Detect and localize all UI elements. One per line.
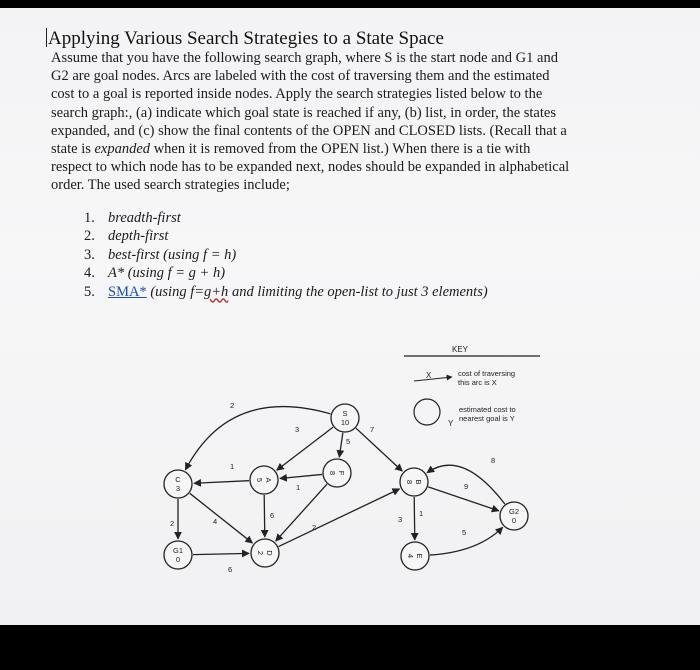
strategy-number: 3. — [84, 246, 95, 263]
node-heuristic: 5 — [255, 477, 264, 483]
edge-f-a — [280, 474, 322, 478]
edge-cost-label: 9 — [464, 482, 469, 491]
edge-g1-d — [193, 553, 249, 554]
node-name: F — [337, 470, 346, 476]
paragraph-line: state is expanded when it is removed from the OPEN list.) When there is a tie with — [51, 141, 531, 158]
node-heuristic: 8 — [405, 479, 414, 485]
node-name: B — [414, 479, 423, 485]
node-name: D — [265, 550, 274, 556]
key-node-circle — [414, 399, 440, 425]
paragraph-line: Assume that you have the following search graph, where S is the start node and G1 and — [51, 50, 558, 66]
node-name: S — [342, 409, 348, 418]
strategy-number: 2. — [84, 228, 95, 245]
edge-cost-label: 2 — [170, 519, 175, 528]
edge-cost-label: 1 — [230, 462, 235, 471]
paragraph-line: respect to which node has to be expanded next, nodes should be expanded in alphabetical — [51, 159, 570, 176]
node-a — [250, 466, 278, 494]
paragraph-line: G2 are goal nodes. Arcs are labeled with the cost of traversing them and the estimated — [51, 68, 550, 85]
key-title: KEY — [452, 345, 469, 354]
edge-cost-label: 4 — [213, 517, 218, 526]
key-arc-description: this arc is X — [458, 378, 497, 387]
strategy-number: 4. — [84, 265, 95, 282]
edge-b-e — [414, 497, 415, 540]
sma-link[interactable]: SMA* — [108, 283, 147, 300]
edge-cost-label: 5 — [462, 528, 467, 537]
strategy-number: 1. — [84, 210, 95, 226]
edge-cost-label: 2 — [312, 523, 317, 532]
edge-e-g2 — [430, 527, 503, 555]
node-g2 — [500, 502, 528, 530]
key-arc-symbol: X — [426, 371, 432, 380]
paragraph-line: order. The used search strategies include; — [51, 177, 290, 194]
node-name: G1 — [172, 546, 184, 555]
node-c — [164, 470, 192, 498]
node-name: A — [264, 477, 273, 483]
edge-cost-label: 6 — [270, 511, 275, 520]
edge-cost-label: 1 — [296, 483, 301, 492]
node-heuristic: 0 — [511, 516, 517, 525]
diagram-key — [404, 345, 540, 428]
edge-s-a — [277, 427, 333, 470]
node-s — [331, 404, 359, 432]
strategy-number: 5. — [84, 283, 95, 300]
node-d — [251, 539, 279, 567]
graph-nodes — [164, 404, 528, 570]
edge-c-d — [190, 493, 253, 543]
node-heuristic: 0 — [175, 555, 181, 564]
key-node-description: nearest goal is Y — [459, 414, 515, 423]
node-name: G2 — [508, 507, 520, 516]
edge-f-d — [276, 484, 327, 541]
title-text: Applying Various Search Strategies to a State Space — [48, 28, 444, 49]
edge-cost-label: 5 — [346, 437, 351, 446]
paragraph-line: expanded, and (c) show the final contents of the OPEN and CLOSED lists. (Recall that a — [51, 122, 567, 139]
node-heuristic: 8 — [328, 470, 337, 476]
node-heuristic: 3 — [175, 484, 181, 493]
strategy-text: depth-first — [108, 228, 169, 245]
edge-cost-label: 3 — [398, 515, 403, 524]
edge-s-b — [356, 428, 402, 471]
strategy-text: best-first (using f = h) — [108, 246, 237, 263]
paragraph-line: cost to a goal is reported inside nodes. Apply the search strategies listed below to the — [51, 86, 543, 103]
node-name: E — [415, 553, 424, 559]
strategy-text: A* (using — [108, 265, 168, 282]
node-heuristic: 10 — [340, 418, 350, 427]
edge-cost-label: 6 — [228, 565, 233, 574]
key-arc-arrow — [414, 377, 452, 381]
strategy-text: and limiting the open-list to just 3 elements) — [228, 283, 488, 300]
key-node-symbol: Y — [448, 419, 454, 428]
edge-cost-label: 7 — [370, 425, 375, 434]
node-e — [401, 542, 429, 570]
edge-s-c — [185, 407, 330, 470]
key-arc-description: cost of traversing — [458, 369, 516, 378]
paragraph-line: search graph:, (a) indicate which goal state is reached if any, (b) list, in order, the states — [51, 104, 556, 121]
node-heuristic: 4 — [406, 553, 415, 559]
edge-cost-label: 3 — [295, 425, 300, 434]
node-g1 — [164, 541, 192, 569]
node-name: C — [175, 475, 181, 484]
key-node-description: estimated cost to — [459, 405, 516, 414]
strategy-formula: f = g + h) — [167, 265, 226, 282]
strategy-text: breadth-first — [108, 210, 181, 226]
emphasized-word: expanded — [94, 141, 151, 158]
node-heuristic: 2 — [256, 550, 265, 556]
edge-a-d — [264, 495, 265, 537]
edge-cost-label: 8 — [491, 456, 496, 465]
edge-a-c — [194, 481, 249, 484]
node-f — [323, 459, 351, 487]
strategy-text: (using f= — [146, 283, 205, 300]
edge-cost-label: 1 — [419, 509, 424, 518]
edge-cost-label: 2 — [230, 401, 235, 410]
edge-s-f — [339, 433, 343, 457]
node-b — [400, 468, 428, 496]
spellcheck-underlined-text: g+h — [204, 283, 229, 300]
